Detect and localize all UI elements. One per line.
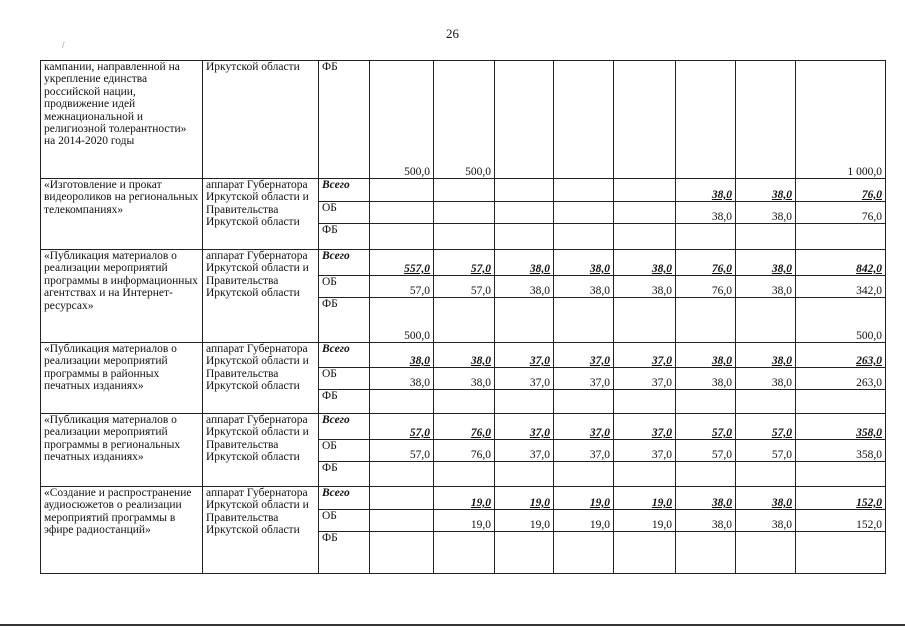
value-cell: 358,0 <box>796 440 886 462</box>
value-cell <box>434 390 495 414</box>
value-cell: 76,0 <box>434 414 495 440</box>
value-cell <box>495 462 554 487</box>
value-cell: 19,0 <box>495 510 554 532</box>
value-cell: 38,0 <box>676 510 736 532</box>
value-cell: 57,0 <box>676 414 736 440</box>
source-cell: ФБ <box>319 298 370 343</box>
value-cell: 19,0 <box>554 487 614 510</box>
executor-cell: Иркутской области <box>203 61 319 179</box>
value-cell: 38,0 <box>676 368 736 390</box>
value-cell <box>614 462 676 487</box>
source-cell: Всего <box>319 414 370 440</box>
value-cell <box>495 390 554 414</box>
value-cell: 38,0 <box>676 202 736 224</box>
value-cell: 38,0 <box>370 343 434 368</box>
value-cell: 38,0 <box>676 179 736 202</box>
value-cell <box>370 510 434 532</box>
value-cell: 37,0 <box>495 440 554 462</box>
description-cell: «Публикация материалов о реализации мероприятий программы в районных печатных изданиях» <box>41 343 203 414</box>
value-cell <box>614 224 676 250</box>
value-cell <box>614 390 676 414</box>
value-cell <box>736 390 796 414</box>
value-cell <box>370 390 434 414</box>
value-cell <box>676 224 736 250</box>
value-cell <box>554 224 614 250</box>
value-cell <box>614 179 676 202</box>
value-cell: 19,0 <box>614 510 676 532</box>
value-cell <box>554 390 614 414</box>
value-cell: 57,0 <box>434 276 495 298</box>
value-cell <box>434 224 495 250</box>
description-cell: «Публикация материалов о реализации мероприятий программы в информационных агентствах и на Интернет-ресурсах» <box>41 250 203 343</box>
source-cell: ОБ <box>319 368 370 390</box>
value-cell: 37,0 <box>554 343 614 368</box>
description-cell: «Изготовление и прокат видеороликов на региональных телекомпаниях» <box>41 179 203 250</box>
source-cell: ФБ <box>319 390 370 414</box>
value-cell: 37,0 <box>495 414 554 440</box>
value-cell: 38,0 <box>736 250 796 276</box>
value-cell: 76,0 <box>676 276 736 298</box>
value-cell <box>676 61 736 179</box>
value-cell: 57,0 <box>370 276 434 298</box>
value-cell: 263,0 <box>796 368 886 390</box>
value-cell: 76,0 <box>796 179 886 202</box>
value-cell: 38,0 <box>736 202 796 224</box>
executor-cell: аппарат Губернатора Иркутской области и Правительства Иркутской области <box>203 179 319 250</box>
value-cell: 76,0 <box>796 202 886 224</box>
source-cell: ФБ <box>319 224 370 250</box>
value-cell: 37,0 <box>614 440 676 462</box>
value-cell: 38,0 <box>614 276 676 298</box>
value-cell <box>370 224 434 250</box>
value-cell <box>554 532 614 574</box>
stray-mark: / <box>62 40 65 50</box>
value-cell <box>495 532 554 574</box>
value-cell <box>495 224 554 250</box>
value-cell <box>495 202 554 224</box>
value-cell: 57,0 <box>370 440 434 462</box>
value-cell <box>370 532 434 574</box>
value-cell: 38,0 <box>495 250 554 276</box>
table-row-total <box>41 414 886 440</box>
value-cell: 19,0 <box>614 487 676 510</box>
value-cell: 358,0 <box>796 414 886 440</box>
value-cell: 38,0 <box>434 343 495 368</box>
source-cell: Всего <box>319 343 370 368</box>
value-cell: 342,0 <box>796 276 886 298</box>
value-cell: 38,0 <box>736 276 796 298</box>
executor-cell: аппарат Губернатора Иркутской области и Правительства Иркутской области <box>203 414 319 487</box>
value-cell <box>554 179 614 202</box>
value-cell <box>676 532 736 574</box>
table-row-total <box>41 343 886 368</box>
value-cell: 557,0 <box>370 250 434 276</box>
source-cell: ОБ <box>319 440 370 462</box>
executor-cell: аппарат Губернатора Иркутской области и Правительства Иркутской области <box>203 343 319 414</box>
value-cell: 57,0 <box>370 414 434 440</box>
value-cell <box>495 179 554 202</box>
value-cell: 1 000,0 <box>796 61 886 179</box>
value-cell <box>614 532 676 574</box>
value-cell <box>434 462 495 487</box>
value-cell: 500,0 <box>370 61 434 179</box>
value-cell <box>796 224 886 250</box>
table-row <box>41 61 886 179</box>
description-cell: «Создание и распространение аудиосюжетов о реализации мероприятий программы в эфире радиостанций» <box>41 487 203 574</box>
value-cell: 38,0 <box>736 487 796 510</box>
value-cell: 37,0 <box>614 414 676 440</box>
value-cell: 19,0 <box>434 487 495 510</box>
value-cell <box>370 202 434 224</box>
value-cell <box>370 487 434 510</box>
value-cell: 37,0 <box>554 368 614 390</box>
value-cell: 842,0 <box>796 250 886 276</box>
value-cell: 38,0 <box>370 368 434 390</box>
table-row-total <box>41 487 886 510</box>
value-cell <box>736 61 796 179</box>
value-cell <box>554 202 614 224</box>
value-cell: 38,0 <box>736 343 796 368</box>
value-cell <box>796 462 886 487</box>
value-cell: 57,0 <box>434 250 495 276</box>
value-cell: 76,0 <box>434 440 495 462</box>
budget-table <box>40 60 886 574</box>
value-cell: 38,0 <box>736 368 796 390</box>
source-cell: ФБ <box>319 61 370 179</box>
source-cell: ФБ <box>319 462 370 487</box>
value-cell: 500,0 <box>370 298 434 343</box>
value-cell: 37,0 <box>495 343 554 368</box>
value-cell <box>434 202 495 224</box>
value-cell <box>370 462 434 487</box>
value-cell <box>796 532 886 574</box>
value-cell <box>495 298 554 343</box>
value-cell <box>434 179 495 202</box>
value-cell: 19,0 <box>434 510 495 532</box>
value-cell: 38,0 <box>495 276 554 298</box>
value-cell <box>434 298 495 343</box>
value-cell: 152,0 <box>796 510 886 532</box>
executor-cell: аппарат Губернатора Иркутской области и Правительства Иркутской области <box>203 250 319 343</box>
value-cell: 152,0 <box>796 487 886 510</box>
page-number: 26 <box>446 26 459 41</box>
source-cell: ФБ <box>319 532 370 574</box>
value-cell <box>614 202 676 224</box>
value-cell: 37,0 <box>554 414 614 440</box>
value-cell <box>554 298 614 343</box>
table-row-total <box>41 250 886 276</box>
value-cell: 19,0 <box>495 487 554 510</box>
value-cell: 38,0 <box>554 250 614 276</box>
value-cell: 57,0 <box>736 440 796 462</box>
executor-cell: аппарат Губернатора Иркутской области и Правительства Иркутской области <box>203 487 319 574</box>
value-cell <box>796 390 886 414</box>
value-cell: 500,0 <box>796 298 886 343</box>
value-cell: 76,0 <box>676 250 736 276</box>
value-cell: 37,0 <box>554 440 614 462</box>
value-cell <box>614 298 676 343</box>
source-cell: ОБ <box>319 510 370 532</box>
value-cell <box>434 532 495 574</box>
value-cell: 38,0 <box>736 510 796 532</box>
value-cell <box>554 462 614 487</box>
source-cell: Всего <box>319 487 370 510</box>
value-cell <box>736 462 796 487</box>
value-cell: 38,0 <box>434 368 495 390</box>
description-cell: «Публикация материалов о реализации мероприятий программы в региональных печатных изданиях» <box>41 414 203 487</box>
value-cell: 37,0 <box>614 368 676 390</box>
value-cell <box>495 61 554 179</box>
description-cell: кампании, направленной на укрепление единства российской нации, продвижение идей межнациональной и религиозной толерантности» на 2014-2020 годы <box>41 61 203 179</box>
page-bottom-rule <box>0 624 905 626</box>
value-cell <box>676 462 736 487</box>
value-cell <box>676 298 736 343</box>
value-cell: 37,0 <box>495 368 554 390</box>
source-cell: ОБ <box>319 276 370 298</box>
value-cell: 500,0 <box>434 61 495 179</box>
source-cell: ОБ <box>319 202 370 224</box>
source-cell: Всего <box>319 179 370 202</box>
value-cell: 38,0 <box>554 276 614 298</box>
value-cell <box>736 298 796 343</box>
table-row-total <box>41 179 886 202</box>
value-cell: 19,0 <box>554 510 614 532</box>
value-cell <box>736 532 796 574</box>
value-cell <box>370 179 434 202</box>
source-cell: Всего <box>319 250 370 276</box>
value-cell: 57,0 <box>676 440 736 462</box>
value-cell: 38,0 <box>676 487 736 510</box>
value-cell: 37,0 <box>614 343 676 368</box>
value-cell: 263,0 <box>796 343 886 368</box>
value-cell <box>736 224 796 250</box>
value-cell: 38,0 <box>676 343 736 368</box>
value-cell: 57,0 <box>736 414 796 440</box>
value-cell <box>554 61 614 179</box>
value-cell: 38,0 <box>736 179 796 202</box>
value-cell: 38,0 <box>614 250 676 276</box>
value-cell <box>614 61 676 179</box>
value-cell <box>676 390 736 414</box>
